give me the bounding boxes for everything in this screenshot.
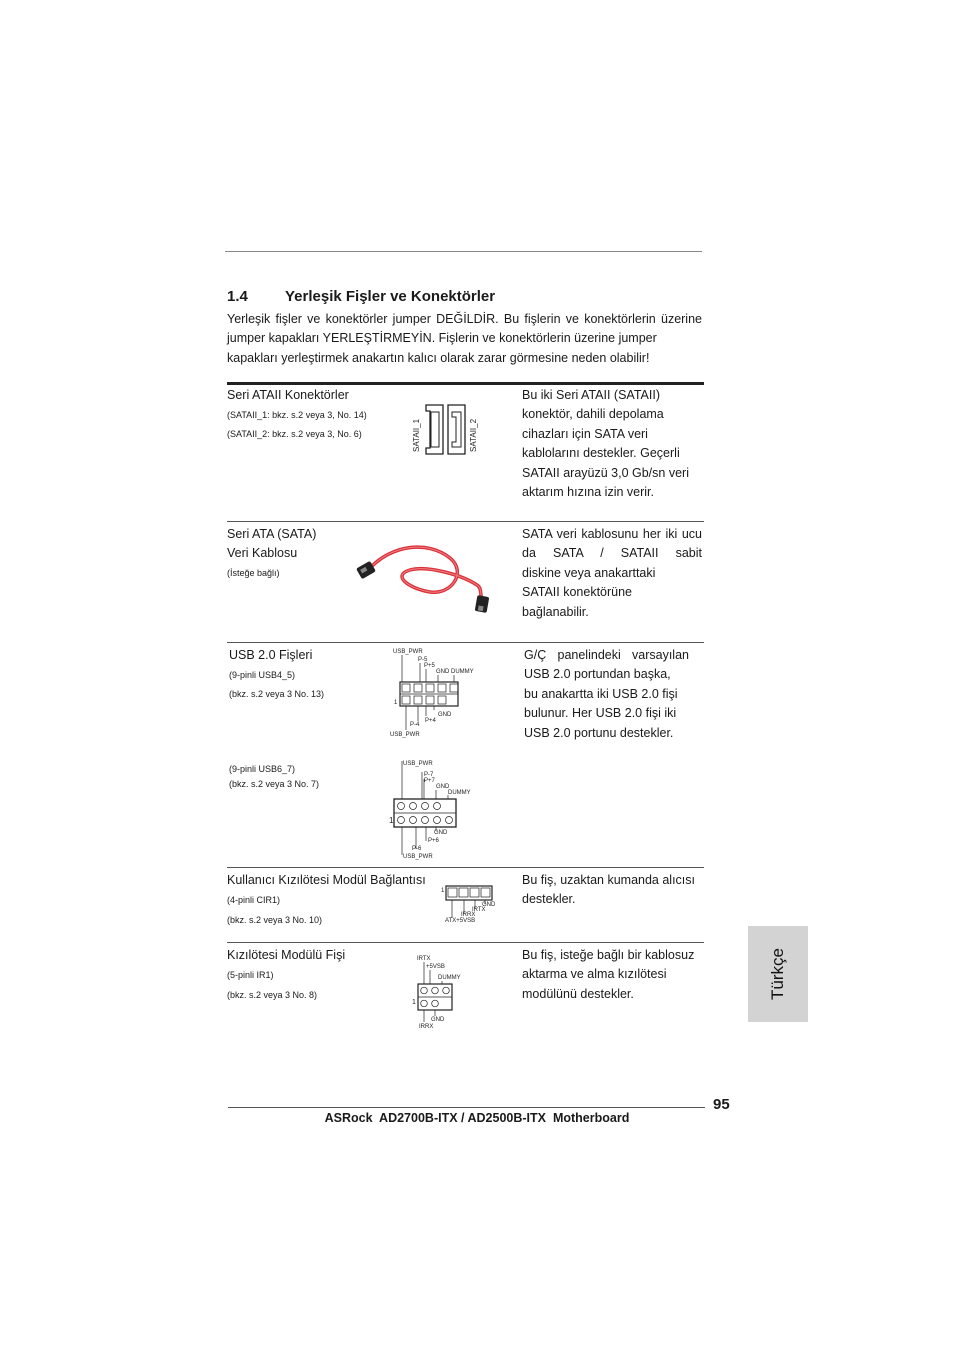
desc-line: bulunur. Her USB 2.0 fişi iki [524, 706, 677, 721]
usb-description [524, 646, 689, 743]
ir-ref1: (5-pinli IR1) [227, 970, 274, 980]
pin-one-marker: 1 [412, 999, 416, 1006]
desc-line: Bu iki Seri ATAII (SATAII) [522, 388, 660, 402]
pin-one-marker: 1 [441, 888, 445, 894]
pin-label: USB_PWR [390, 732, 420, 738]
sata-cable-image [352, 540, 502, 620]
pin-label: DUMMY [438, 975, 461, 981]
pin-label: IRTX [417, 956, 431, 962]
sata2-ref2: (SATAII_2: bkz. s.2 veya 3, No. 6) [227, 429, 362, 439]
intro-line: jumper kapakları YERLEŞTİRMEYİN. Fişlerin ve konektörlerin üzerine jumper [227, 331, 657, 346]
section-intro [227, 310, 702, 368]
desc-line: modülünü destekler. [522, 986, 634, 1001]
intro-line: kapakları yerleştirmek anakartın kalıcı olarak zarar görmesine neden olabilir! [227, 350, 650, 365]
language-tab-label: Türkçe [768, 948, 787, 1000]
page-number: 95 [713, 1096, 730, 1113]
desc-line: konektör, dahili depolama [522, 407, 664, 422]
row-divider [227, 867, 704, 868]
cir-ref1: (4-pinli CIR1) [227, 895, 281, 905]
sata2-label-1: SATAII_1 [412, 418, 421, 452]
pin-label: P+6 [428, 838, 439, 844]
desc-line: USB 2.0 portunu destekler. [524, 725, 674, 740]
pin-label: USB_PWR [393, 649, 423, 655]
desc-line: bağlanabilir. [522, 604, 589, 619]
section-number: 1.4 [227, 288, 248, 305]
ir-description [522, 946, 704, 1004]
desc-line: SATAII konektörüne [522, 585, 633, 600]
title-line: Veri Kablosu [227, 546, 298, 561]
pin-label: DUMMY [451, 669, 474, 675]
title-line: Seri ATA (SATA) [227, 527, 317, 541]
cir-ref2: (bkz. s.2 veya 3 No. 10) [227, 915, 323, 925]
usb-ref1a: (9-pinli USB4_5) [229, 670, 296, 680]
desc-line: diskine veya anakarttaki [522, 565, 656, 580]
desc-line: SATA veri kablosunu her iki ucu [522, 527, 702, 541]
usb-title: USB 2.0 Fişleri [229, 648, 313, 662]
cir-title: Kullanıcı Kızılötesi Modül Bağlantısı [227, 873, 426, 887]
sata2-title: Seri ATAII Konektörler [227, 388, 349, 402]
pin-one-marker: 1 [394, 700, 398, 706]
pin-label: P+4 [425, 718, 436, 724]
pin-label: P-5 [418, 657, 428, 663]
pin-label: IRRX [461, 912, 476, 918]
desc-line: destekler. [522, 892, 576, 907]
sata2-connector-diagram [408, 402, 488, 458]
usb6-7-pin-diagram [388, 757, 478, 861]
usb4-5-pin-diagram [388, 646, 478, 740]
desc-line: SATAII arayüzü 3,0 Gb/sn veri [522, 465, 689, 480]
pin-label: DUMMY [448, 790, 471, 796]
ir-title: Kızılötesi Modülü Fişi [227, 948, 346, 962]
cir-pin-diagram [440, 882, 500, 926]
pin-label: GND [436, 669, 450, 675]
pin-one-marker: 1 [389, 816, 394, 825]
desc-line: Bu fiş, isteğe bağlı bir kablosuz [522, 948, 695, 962]
desc-line: G/Ç panelindeki varsayılan [524, 648, 689, 662]
ir-ref2: (bkz. s.2 veya 3 No. 8) [227, 990, 318, 1000]
sata-cable-description [522, 525, 702, 622]
usb-ref2a: (9-pinli USB6_7) [229, 764, 296, 774]
desc-line: da SATA / SATAII sabit [522, 546, 702, 561]
pin-label: GND [436, 784, 450, 790]
sata2-label-2: SATAII_2 [469, 418, 478, 452]
pin-label: USB_PWR [403, 761, 433, 767]
ir-pin-diagram [410, 952, 480, 1032]
section-title: Yerleşik Fişler ve Konektörler [285, 288, 496, 305]
usb-ref1b: (bkz. s.2 veya 3 No. 13) [229, 689, 325, 699]
desc-line: aktarma ve alma kızılötesi [522, 967, 667, 982]
header-rule [225, 251, 702, 252]
sata-cable-note: (İsteğe bağlı) [227, 568, 280, 578]
pin-label: GND [434, 830, 448, 836]
sata-cable-title [227, 525, 316, 564]
usb-ref2b: (bkz. s.2 veya 3 No. 7) [229, 779, 320, 789]
language-tab [748, 926, 808, 1022]
footer-product: ASRock AD2700B-ITX / AD2500B-ITX Motherboard [324, 1111, 630, 1125]
pin-label: IRTX [472, 907, 486, 913]
sata2-description [522, 386, 704, 502]
pin-label: +5VSB [426, 964, 445, 970]
desc-line: bu anakartta iki USB 2.0 fişi [524, 686, 678, 701]
desc-line: Bu fiş, uzaktan kumanda alıcısı [522, 873, 696, 887]
table-top-rule [227, 382, 704, 385]
pin-label: GND [482, 902, 496, 908]
row-divider [227, 642, 704, 643]
pin-label: P-7 [424, 772, 434, 778]
desc-line: USB 2.0 portundan başka, [524, 667, 671, 682]
desc-line: cihazları için SATA veri [522, 426, 648, 441]
pin-label: IRRX [419, 1024, 434, 1030]
pin-label: P+7 [424, 778, 435, 784]
pin-label: P+5 [424, 663, 435, 669]
cir-description [522, 871, 704, 910]
pin-label: USB_PWR [403, 854, 433, 860]
pin-label: P-6 [412, 846, 422, 852]
sata2-ref1: (SATAII_1: bkz. s.2 veya 3, No. 14) [227, 410, 367, 420]
desc-line: aktarım hızına izin verir. [522, 485, 654, 500]
pin-label: GND [438, 712, 452, 718]
intro-line: Yerleşik fişler ve konektörler jumper DEĞİLDİR. Bu fişlerin ve konektörlerin üzerine [227, 312, 702, 326]
pin-label: P-4 [410, 722, 420, 728]
pin-label: ATX+5VSB [445, 918, 476, 924]
desc-line: kablolarını destekler. Geçerli [522, 446, 680, 461]
footer-rule [228, 1107, 705, 1108]
row-divider [227, 521, 704, 522]
row-divider [227, 942, 704, 943]
pin-label: GND [431, 1017, 445, 1023]
